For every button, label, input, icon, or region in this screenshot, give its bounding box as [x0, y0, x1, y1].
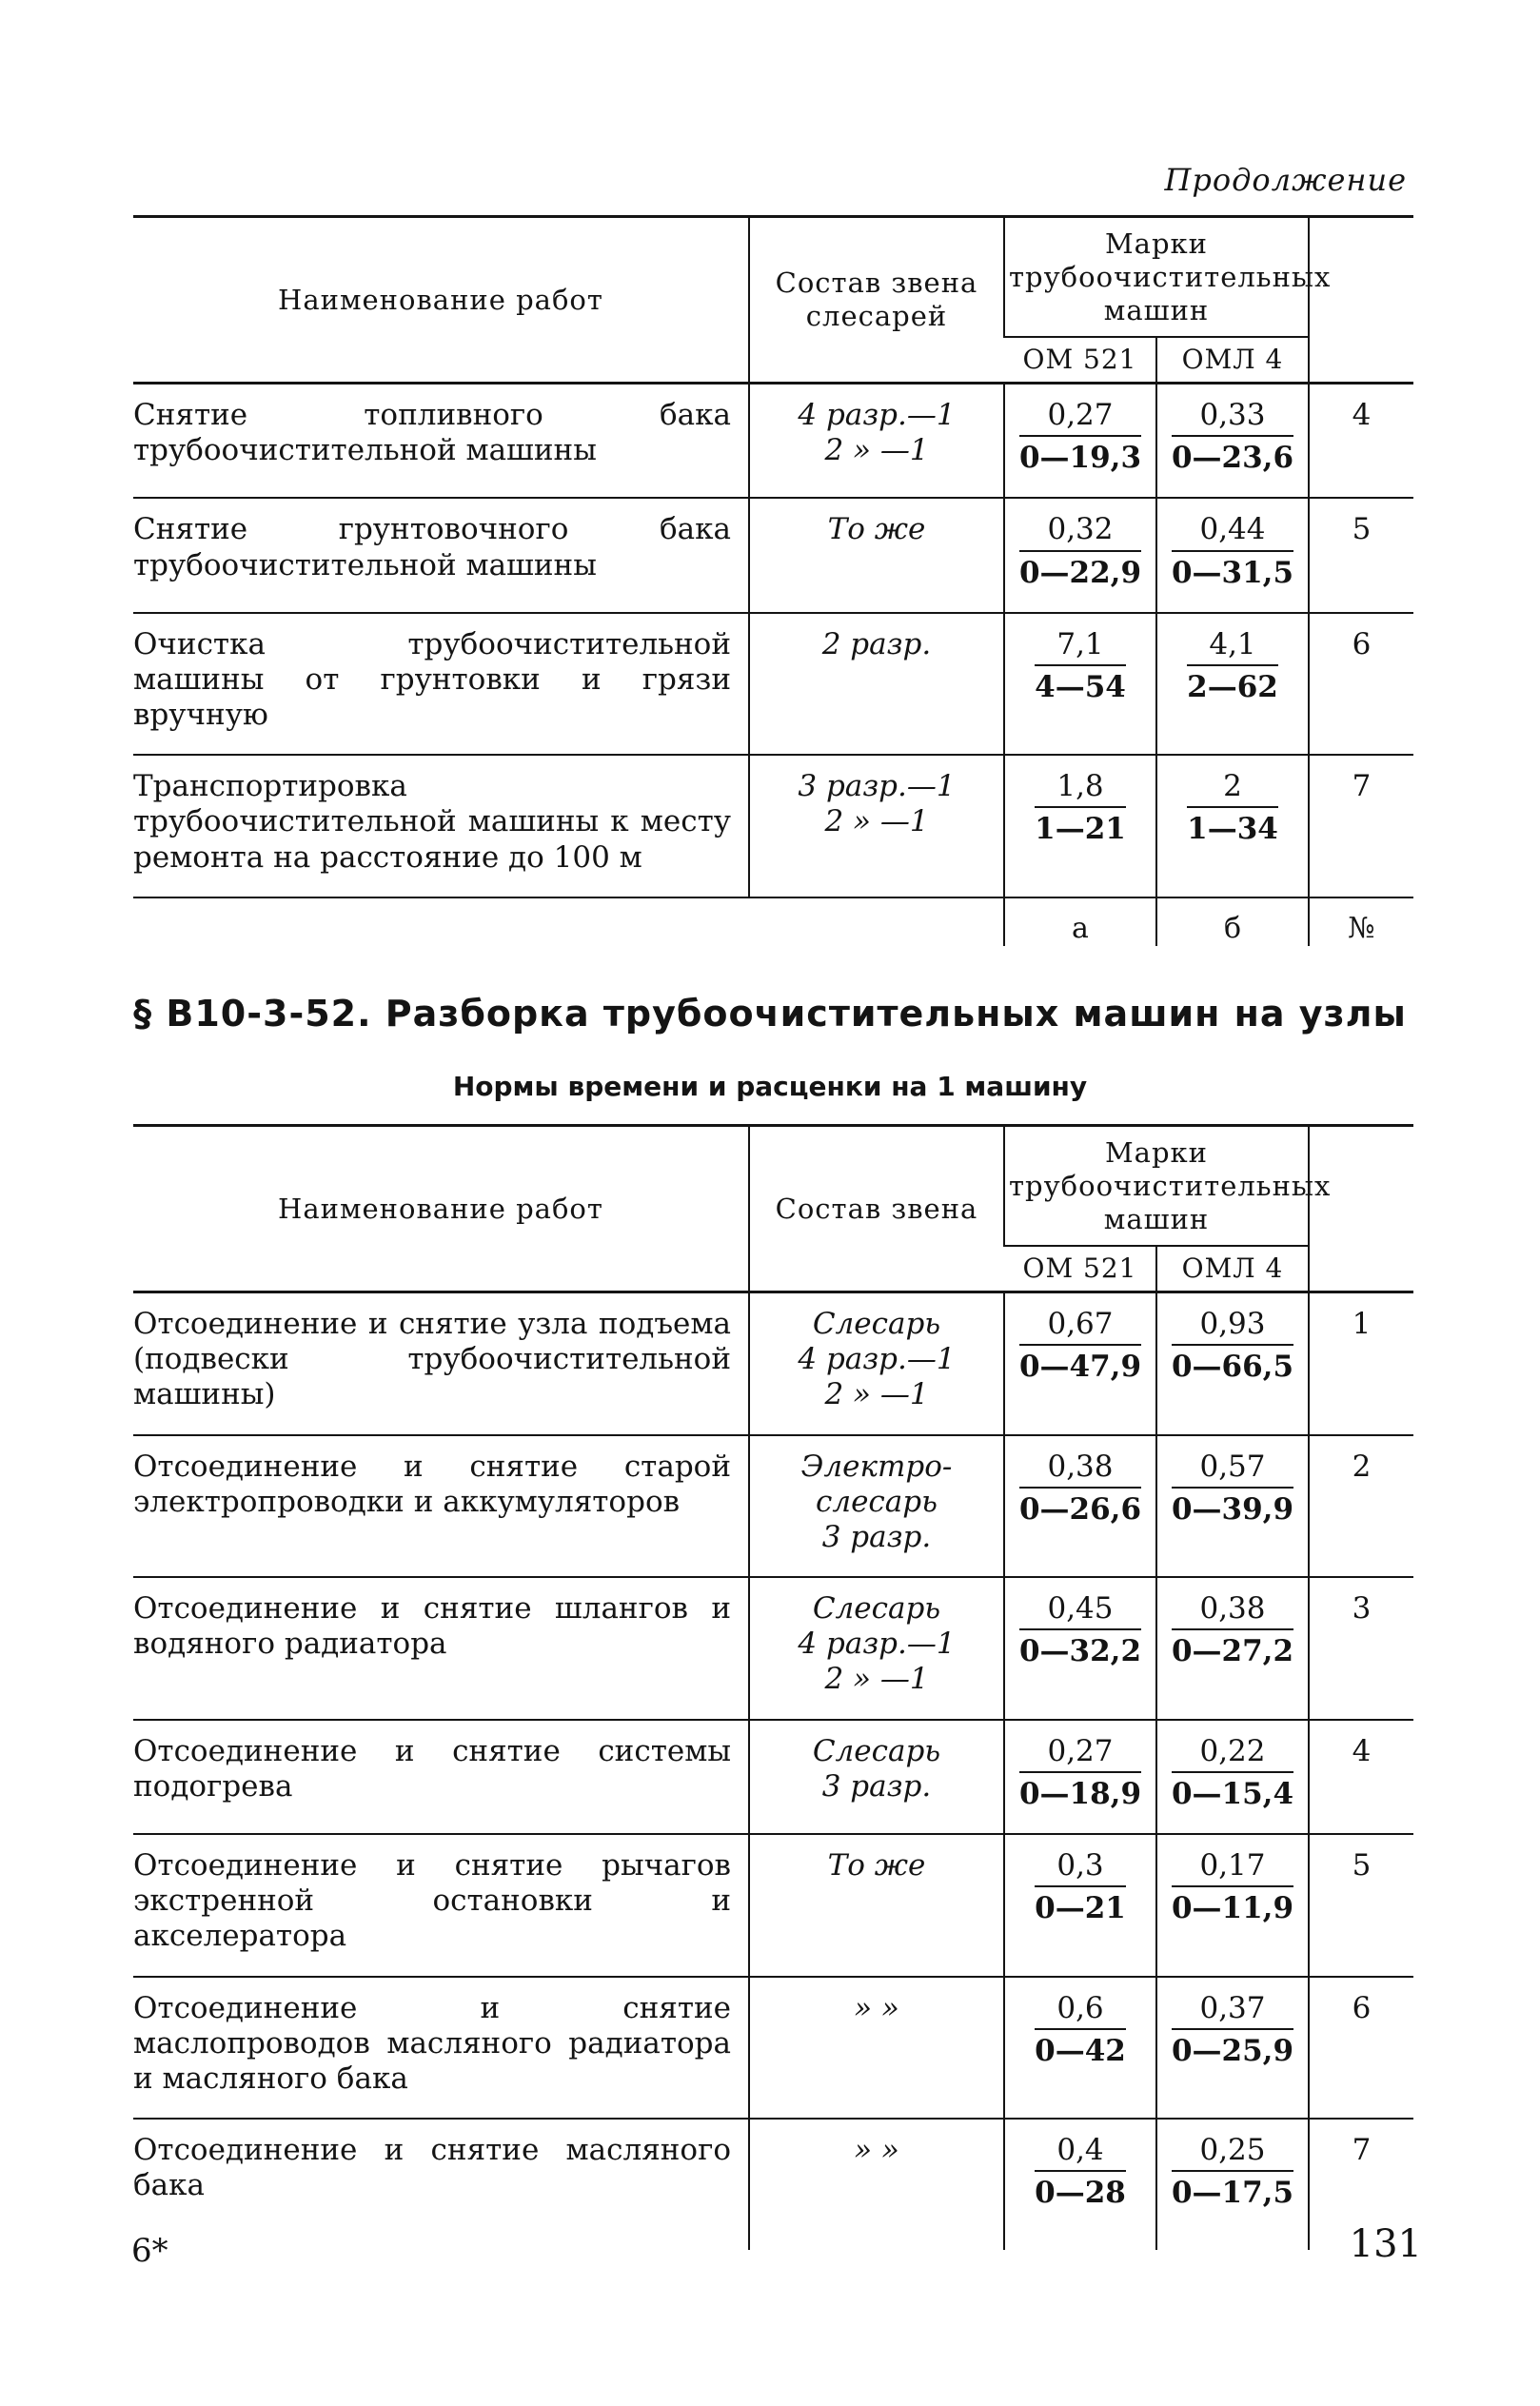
om521-value-cell [1004, 1977, 1156, 2120]
norm-fraction [1019, 512, 1141, 590]
time-norm: 0,4 [1035, 2133, 1126, 2172]
crew-line: То же [827, 1848, 926, 1883]
time-norm: 0,22 [1172, 1734, 1293, 1773]
crew-cell [749, 1977, 1004, 2120]
norms-table [133, 1124, 1413, 2250]
work-name-cell: Транспортировка трубоочистительной машины к месту ремонта на расстояние до 100 м [133, 755, 749, 897]
om521-value-cell [1004, 2119, 1156, 2249]
crew-line: Слесарь [812, 1733, 941, 1768]
crew-line: 2 » —1 [824, 1662, 929, 1697]
time-norm: 0,38 [1019, 1450, 1141, 1489]
header-number [1309, 1126, 1413, 1292]
row-number: 4 [1309, 383, 1413, 498]
work-name-cell: Отсоединение и снятие масляного бака [133, 2133, 731, 2203]
crew-cell [749, 1720, 1004, 1834]
crew-line: Слесарь [812, 1306, 941, 1341]
crew-line: 2 » —1 [824, 1377, 929, 1412]
header-om521: ОМ 521 [1004, 337, 1156, 383]
time-norm: 0,3 [1035, 1848, 1126, 1887]
norm-fraction [1035, 1848, 1126, 1926]
om521-value-cell [1004, 755, 1156, 897]
crew-cell [749, 498, 1004, 612]
header-oml4: ОМЛ 4 [1156, 1246, 1309, 1292]
time-norm: 0,33 [1172, 398, 1293, 437]
rate-price: 0—31,5 [1171, 555, 1294, 590]
om521-value-cell [1004, 383, 1156, 498]
rate-price: 1—34 [1187, 812, 1278, 847]
crew-cell [749, 613, 1004, 756]
norm-fraction [1172, 398, 1293, 476]
crew-line: 3 разр. [821, 1768, 932, 1804]
oml4-value-cell [1156, 2119, 1309, 2249]
crew-line: » » [854, 2133, 899, 2168]
row-number: 2 [1309, 1435, 1413, 1578]
work-name-cell: Отсоединение и снятие маслопроводов масляного радиатора и масляного бака [133, 1977, 749, 2120]
row-number: 4 [1309, 1720, 1413, 1834]
rate-price: 0—28 [1035, 2176, 1126, 2211]
crew-line: 4 разр.—1 [798, 397, 956, 432]
rate-price: 0—17,5 [1171, 2176, 1294, 2211]
crew-line: » » [854, 1990, 899, 2025]
rate-price: 0—47,9 [1018, 1350, 1142, 1385]
rate-price: 0—66,5 [1171, 1350, 1294, 1385]
section-subtitle: Нормы времени и расценки на 1 машину [452, 1071, 1088, 1102]
time-norm: 0,44 [1172, 512, 1293, 551]
norm-fraction [1035, 627, 1126, 705]
header-machine-marks: Марки трубоочистительных машин [1004, 217, 1309, 338]
crew-line: 3 разр.—1 [798, 769, 956, 804]
rate-price: 0—25,9 [1171, 2033, 1294, 2068]
row-number: 7 [1309, 755, 1413, 897]
norm-fraction [1172, 1307, 1293, 1385]
crew-line: Электро- [800, 1449, 953, 1484]
time-norm: 2 [1187, 769, 1278, 808]
norm-fraction [1019, 1591, 1141, 1669]
crew-line: 2 » —1 [824, 804, 929, 839]
rate-price: 0—39,9 [1171, 1491, 1294, 1527]
section-title: § В10-3-52. Разборка трубоочистительных машин на узлы [133, 993, 1407, 1035]
crew-cell [749, 1292, 1004, 1434]
row-number: 7 [1309, 2119, 1413, 2249]
crew-line: 3 разр. [821, 1519, 932, 1554]
header-number [1309, 217, 1413, 384]
work-name-cell: Отсоединение и снятие старой электропроводки и аккумуляторов [133, 1435, 749, 1578]
row-number: 1 [1309, 1292, 1413, 1434]
oml4-value-cell [1156, 1577, 1309, 1720]
table-row [133, 1577, 1413, 1720]
om521-value-cell [1004, 1577, 1156, 1720]
work-name-cell: Снятие грунтовочного бака трубоочистительной машины [133, 498, 749, 612]
rate-price: 2—62 [1187, 669, 1278, 704]
crew-cell [749, 1435, 1004, 1578]
header-work-name: Наименование работ [133, 217, 749, 384]
crew-cell [749, 755, 1004, 897]
rate-price: 0—15,4 [1171, 1776, 1294, 1811]
crew-line: То же [827, 512, 926, 547]
table-row [133, 1435, 1413, 1578]
table-row [133, 1720, 1413, 1834]
table-row [133, 2119, 1413, 2249]
table-row [133, 1834, 1413, 1977]
om521-value-cell [1004, 1292, 1156, 1434]
oml4-value-cell [1156, 1977, 1309, 2120]
row-number: 5 [1309, 1834, 1413, 1977]
rate-price: 0—32,2 [1018, 1634, 1142, 1669]
continuation-label: Продолжение [1164, 162, 1407, 198]
norm-fraction [1019, 398, 1141, 476]
norm-fraction [1172, 512, 1293, 590]
time-norm: 7,1 [1035, 627, 1126, 666]
crew-cell [749, 1834, 1004, 1977]
header-crew: Состав звена [749, 1126, 1004, 1292]
crew-line: 2 » —1 [824, 433, 929, 468]
page-number: 131 [1349, 2222, 1422, 2266]
om521-value-cell [1004, 1834, 1156, 1977]
crew-line: 4 разр.—1 [798, 1342, 956, 1377]
norm-fraction [1035, 769, 1126, 847]
rate-price: 0—11,9 [1171, 1891, 1294, 1926]
time-norm: 1,8 [1035, 769, 1126, 808]
work-name-cell: Отсоединение и снятие узла подъема (подвески трубоочистительной машины) [133, 1292, 749, 1434]
work-name-cell: Отсоединение и снятие системы подогрева [133, 1720, 749, 1834]
crew-cell [749, 1577, 1004, 1720]
header-crew: Состав звена слесарей [749, 217, 1004, 384]
column-letter-row [133, 897, 1413, 946]
time-norm: 0,45 [1019, 1591, 1141, 1630]
column-letter-a: а [1004, 897, 1156, 946]
norm-fraction [1019, 1734, 1141, 1812]
table-row [133, 498, 1413, 612]
header-om521: ОМ 521 [1004, 1246, 1156, 1292]
oml4-value-cell [1156, 498, 1309, 612]
norm-fraction [1172, 1734, 1293, 1812]
row-number: 6 [1309, 613, 1413, 756]
time-norm: 0,25 [1172, 2133, 1293, 2172]
norm-fraction [1172, 1591, 1293, 1669]
crew-line: слесарь [815, 1484, 938, 1519]
oml4-value-cell [1156, 383, 1309, 498]
oml4-value-cell [1156, 1720, 1309, 1834]
rate-price: 0—18,9 [1018, 1776, 1142, 1811]
time-norm: 0,67 [1019, 1307, 1141, 1346]
crew-line: 2 разр. [821, 626, 932, 661]
work-name-cell: Отсоединение и снятие рычагов экстренной остановки и акселератора [133, 1834, 749, 1977]
norm-fraction [1172, 2133, 1293, 2211]
rate-price: 0—21 [1035, 1891, 1126, 1926]
oml4-value-cell [1156, 1834, 1309, 1977]
time-norm: 0,38 [1172, 1591, 1293, 1630]
rate-price: 0—27,2 [1171, 1634, 1294, 1669]
om521-value-cell [1004, 1435, 1156, 1578]
om521-value-cell [1004, 613, 1156, 756]
work-name-cell: Отсоединение и снятие шлангов и водяного радиатора [133, 1577, 749, 1720]
norm-fraction [1035, 1991, 1126, 2069]
column-number-sign: № [1309, 897, 1413, 946]
crew-line: Слесарь [812, 1591, 941, 1627]
crew-line: 4 разр.—1 [798, 1627, 956, 1662]
time-norm: 0,27 [1019, 398, 1141, 437]
work-name-cell: Снятие топливного бака трубоочистительной машины [133, 383, 749, 498]
time-norm: 0,57 [1172, 1450, 1293, 1489]
rate-price: 4—54 [1035, 669, 1126, 704]
oml4-value-cell [1156, 613, 1309, 756]
header-oml4: ОМЛ 4 [1156, 337, 1309, 383]
rate-price: 0—22,9 [1018, 555, 1142, 590]
time-norm: 0,37 [1172, 1991, 1293, 2030]
table-row [133, 613, 1413, 756]
oml4-value-cell [1156, 1292, 1309, 1434]
crew-cell [749, 2119, 1004, 2249]
row-number: 3 [1309, 1577, 1413, 1720]
header-machine-marks: Марки трубоочистительных машин [1004, 1126, 1309, 1247]
signature-mark: 6* [131, 2232, 168, 2270]
norm-fraction [1187, 769, 1278, 847]
time-norm: 0,93 [1172, 1307, 1293, 1346]
table-row [133, 1977, 1413, 2120]
rate-price: 0—23,6 [1171, 441, 1294, 476]
time-norm: 0,17 [1172, 1848, 1293, 1887]
table-row [133, 755, 1413, 897]
norm-fraction [1172, 1848, 1293, 1926]
table-row [133, 383, 1413, 498]
om521-value-cell [1004, 498, 1156, 612]
oml4-value-cell [1156, 755, 1309, 897]
norms-table-continued [133, 215, 1413, 946]
crew-cell [749, 383, 1004, 498]
om521-value-cell [1004, 1720, 1156, 1834]
norm-fraction [1187, 627, 1278, 705]
norm-fraction [1172, 1450, 1293, 1528]
time-norm: 0,32 [1019, 512, 1141, 551]
time-norm: 4,1 [1187, 627, 1278, 666]
rate-price: 0—42 [1035, 2033, 1126, 2068]
norm-fraction [1019, 1450, 1141, 1528]
table-row [133, 1292, 1413, 1434]
rate-price: 0—19,3 [1018, 441, 1142, 476]
column-letter-b: б [1156, 897, 1309, 946]
norm-fraction [1019, 1307, 1141, 1385]
norm-fraction [1035, 2133, 1126, 2211]
time-norm: 0,6 [1035, 1991, 1126, 2030]
time-norm: 0,27 [1019, 1734, 1141, 1773]
rate-price: 1—21 [1035, 812, 1126, 847]
rate-price: 0—26,6 [1018, 1491, 1142, 1527]
work-name-cell: Очистка трубоочистительной машины от грунтовки и грязи вручную [133, 613, 749, 756]
row-number: 6 [1309, 1977, 1413, 2120]
header-work-name: Наименование работ [133, 1126, 749, 1292]
norm-fraction [1172, 1991, 1293, 2069]
oml4-value-cell [1156, 1435, 1309, 1578]
row-number: 5 [1309, 498, 1413, 612]
